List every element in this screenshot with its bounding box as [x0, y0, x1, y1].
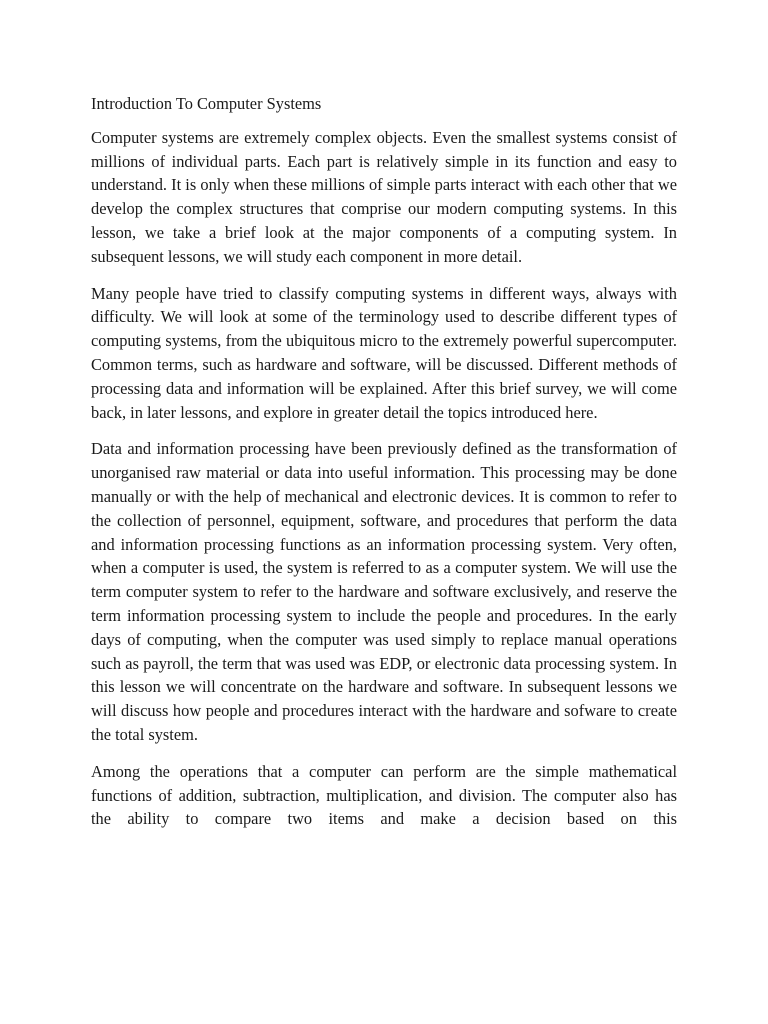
- paragraph-2: Many people have tried to classify computing systems in different ways, always with difficulty. We will look at some of the terminology used to describe different types of computing systems, from the ubiquitous micro to the extremely powerful supercomputer. Common terms, such as hardware and software, will be discussed. Different methods of processing data and information will be explained. After this brief survey, we will come back, in later lessons, and explore in greater detail the topics introduced here.: [91, 283, 677, 422]
- document-title: Introduction To Computer Systems: [91, 94, 322, 113]
- paragraph-3: Data and information processing have been previously defined as the transformation of unorganised raw material or data into useful information. This processing may be done manually or with the help of mechanical and electronic devices. It is common to refer to the collection of personnel, equipment, software, and procedures that perform the data and information processing functions as an information processing system. Very often, when a computer is used, the system is referred to as a computer system. We will use the term computer system to refer to the hardware and software exclusively, and reserve the term information processing system to include the people and procedures. In the early days of computing, when the computer was used simply to replace manual operations such as payroll, the term that was used was EDP, or electronic data processing system. In this lesson we will concentrate on the hardware and software. In subsequent lessons we will discuss how people and procedures interact with the hardware and sofware to create the total system.: [91, 439, 677, 744]
- paragraph-1: Computer systems are extremely complex objects. Even the smallest systems consist of millions of individual parts. Each part is relatively simple in its function and easy to understand. It is only when these millions of simple parts interact with each other that we develop the complex structures that comprise our modern computing systems. In this lesson, we take a brief look at the major components of a computing system. In subsequent lessons, we will study each component in more detail.: [91, 127, 677, 266]
- paragraph-4: Among the operations that a computer can perform are the simple mathematical functions of addition, subtraction, multiplication, and division. The computer also has the ability to compare two items and make a decision based on this: [91, 761, 677, 829]
